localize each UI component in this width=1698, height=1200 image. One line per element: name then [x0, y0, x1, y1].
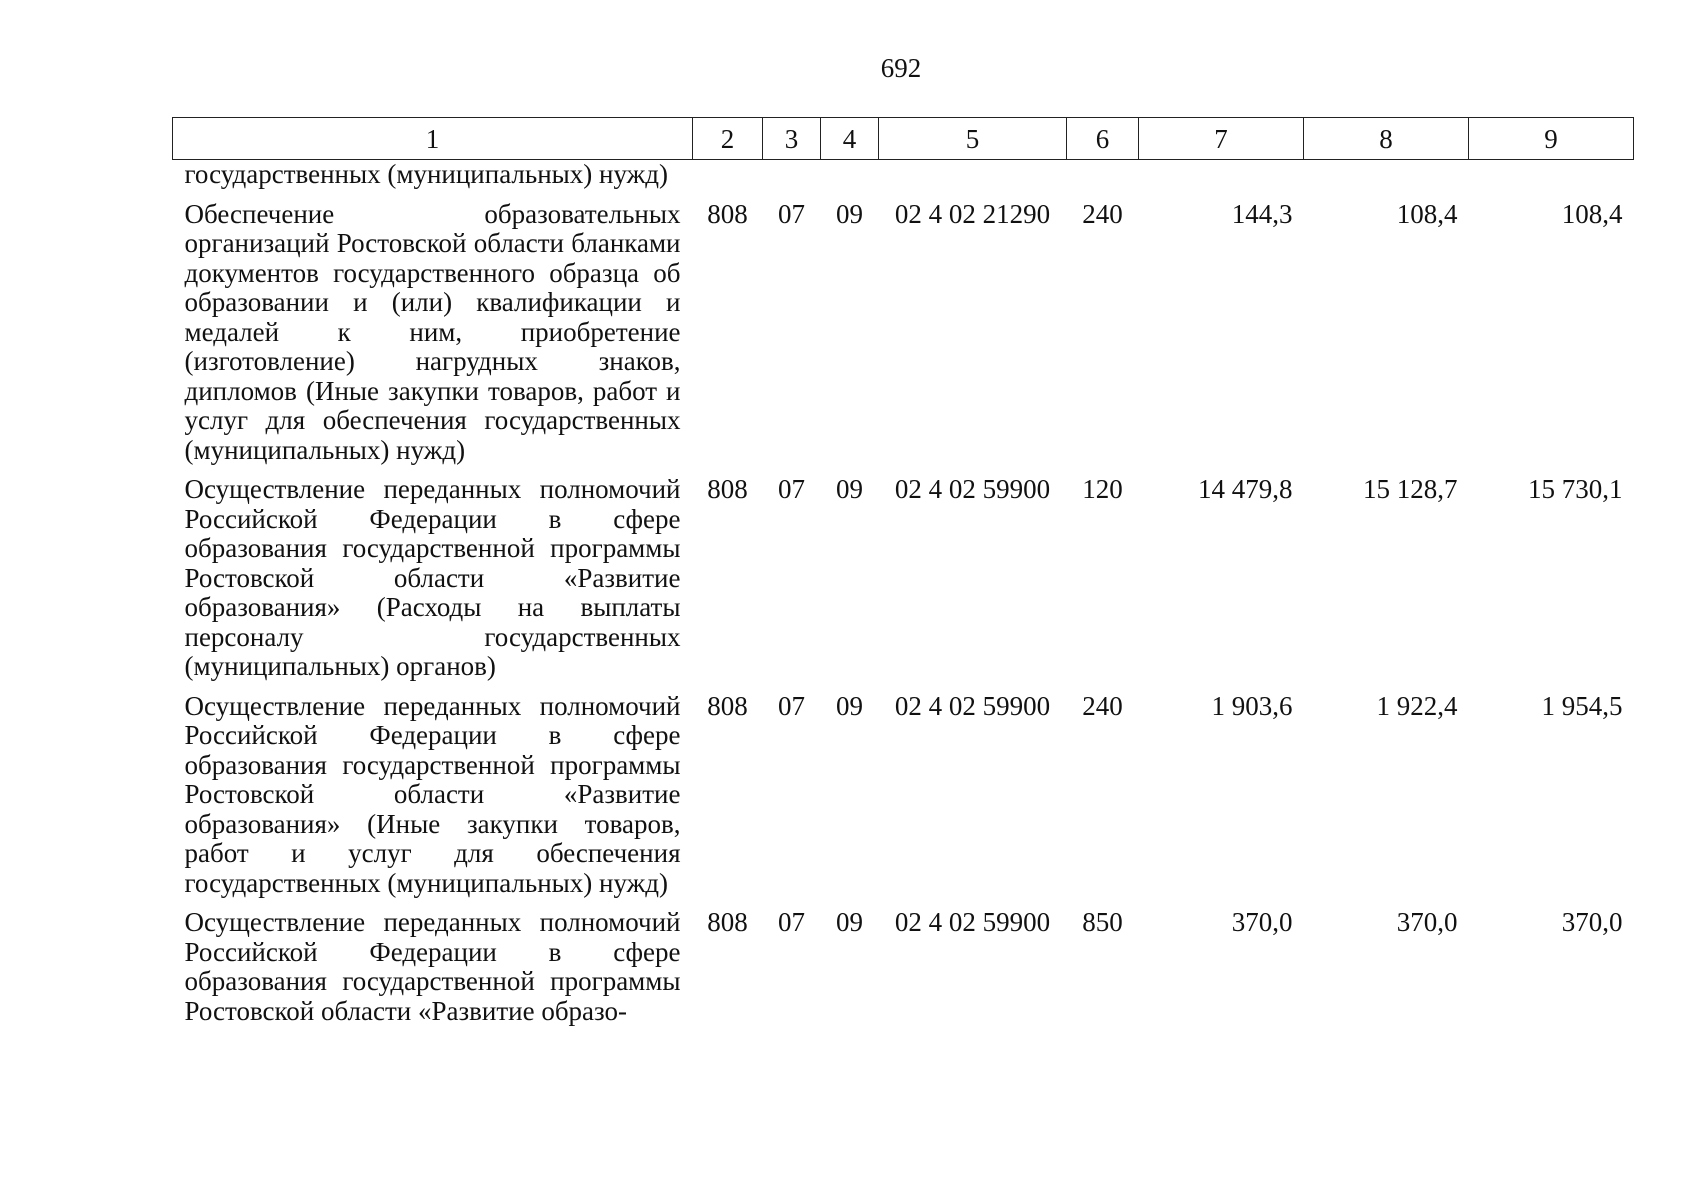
- table-row: [173, 160, 1634, 200]
- cell-target-article: 02 4 02 59900: [894, 907, 1051, 937]
- cell-amount-col8: 15 128,7: [1363, 474, 1458, 504]
- column-header: 1: [173, 118, 693, 160]
- cell-subsection: 09: [836, 474, 863, 504]
- cell-subsection: 09: [836, 690, 863, 721]
- cell-admin-code: [693, 160, 763, 200]
- cell-expense-type: [1067, 160, 1139, 200]
- row-description: Осуществление переданных полномочий Российской Федерации в сфере образования государственной программы Ростовской области «Развитие образо-: [184, 907, 681, 1026]
- cell-target-article: [879, 160, 1067, 200]
- row-description: Осуществление переданных полномочий Российской Федерации в сфере образования государственной программы Ростовской области «Развитие образования» (Иные закупки товаров, работ и услуг для обеспечения государственных (муниципальных) нужд): [184, 690, 681, 898]
- row-description: Осуществление переданных полномочий Российской Федерации в сфере образования государственной программы Ростовской области «Развитие образования» (Расходы на выплаты персоналу государственных (муниципальных) органов): [184, 474, 681, 681]
- cell-section: 07: [778, 474, 805, 504]
- cell-amount-col8: 108,4: [1396, 198, 1458, 229]
- cell-expense-type: 120: [1082, 474, 1123, 504]
- cell-expense-type: 240: [1082, 198, 1123, 229]
- cell-amount-col7: 1 903,6: [1211, 690, 1293, 721]
- row-description: государственных (муниципальных) нужд): [184, 159, 669, 189]
- cell-expense-type: 850: [1082, 907, 1123, 937]
- row-description: Обеспечение образовательных организаций Ростовской области бланками документов государственного образца об образовании и (или) квалификации и медалей к ним, приобретение (изготовление) нагрудных знаков, дипломов (Иные закупки товаров, работ и услуг для обеспечения государственных (муниципальных) нужд): [184, 198, 681, 465]
- column-header: 7: [1139, 118, 1304, 160]
- cell-section: [763, 160, 821, 200]
- cell-admin-code: 808: [707, 198, 748, 229]
- cell-amount-col7: 14 479,8: [1198, 474, 1293, 504]
- cell-amount-col7: [1139, 160, 1304, 200]
- column-header: 9: [1469, 118, 1634, 160]
- cell-amount-col9: 370,0: [1561, 907, 1623, 937]
- column-header: 2: [693, 118, 763, 160]
- cell-target-article: 02 4 02 59900: [894, 474, 1051, 504]
- cell-target-article: 02 4 02 21290: [894, 198, 1051, 229]
- column-header: 4: [821, 118, 879, 160]
- cell-amount-col9: 108,4: [1561, 198, 1623, 229]
- cell-amount-col9: 1 954,5: [1541, 690, 1623, 721]
- table-header-row: [173, 118, 1634, 160]
- budget-table: [172, 117, 1634, 1036]
- table-row: [173, 692, 1634, 909]
- column-header: 8: [1304, 118, 1469, 160]
- cell-amount-col8: 1 922,4: [1376, 690, 1458, 721]
- cell-amount-col8: [1304, 160, 1469, 200]
- cell-admin-code: 808: [707, 690, 748, 721]
- cell-subsection: 09: [836, 907, 863, 937]
- cell-section: 07: [778, 198, 805, 229]
- table-row: [173, 908, 1634, 1036]
- column-header: 3: [763, 118, 821, 160]
- cell-subsection: [821, 160, 879, 200]
- cell-admin-code: 808: [707, 474, 748, 504]
- cell-amount-col9: [1469, 160, 1634, 200]
- cell-section: 07: [778, 690, 805, 721]
- table-row: [173, 475, 1634, 692]
- column-header: 5: [879, 118, 1067, 160]
- cell-subsection: 09: [836, 198, 863, 229]
- cell-admin-code: 808: [707, 907, 748, 937]
- cell-amount-col7: 144,3: [1231, 198, 1293, 229]
- column-header: 6: [1067, 118, 1139, 160]
- cell-target-article: 02 4 02 59900: [894, 690, 1051, 721]
- cell-section: 07: [778, 907, 805, 937]
- page-number: 692: [880, 53, 922, 83]
- cell-expense-type: 240: [1082, 690, 1123, 721]
- cell-amount-col9: 15 730,1: [1528, 474, 1623, 504]
- cell-amount-col8: 370,0: [1396, 907, 1458, 937]
- table-row: [173, 200, 1634, 476]
- cell-amount-col7: 370,0: [1231, 907, 1293, 937]
